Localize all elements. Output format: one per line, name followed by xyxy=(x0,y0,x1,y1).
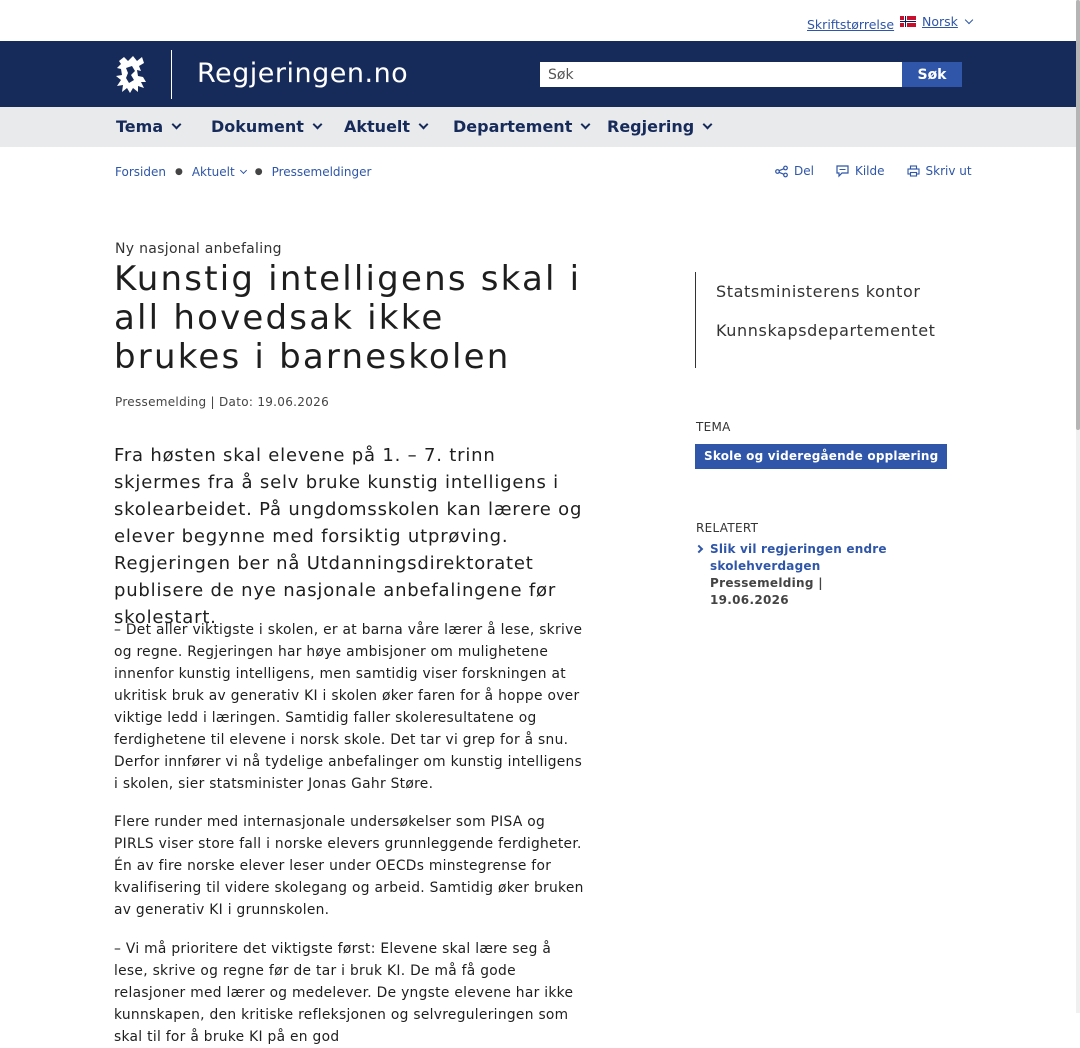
source-label: Kilde xyxy=(854,164,885,178)
nav-item-label: Aktuelt xyxy=(344,117,411,136)
chevron-down-icon xyxy=(703,119,713,129)
breadcrumb-aktuelt[interactable] xyxy=(192,165,246,179)
chevron-down-icon xyxy=(419,119,429,129)
scrollbar-thumb[interactable] xyxy=(1076,0,1080,430)
scrollbar[interactable] xyxy=(1076,0,1080,1013)
chevron-down-icon xyxy=(581,119,591,129)
nav-item-label: Departement xyxy=(453,117,573,136)
breadcrumb-forsiden[interactable]: Forsiden xyxy=(115,165,166,179)
nav-item-aktuelt[interactable] xyxy=(344,117,427,136)
utility-bar xyxy=(0,0,1076,41)
article-title: Kunstig intelligens skal i all hovedsak ikke brukes i barneskolen xyxy=(114,259,582,377)
language-selector[interactable] xyxy=(900,14,972,29)
site-header xyxy=(0,41,1076,107)
lion-crest-icon[interactable] xyxy=(113,55,149,95)
article-paragraph: – Vi må prioritere det viktigste først: Elevene skal lære seg å lese, skrive og regne før de tar i bruk KI. De må få gode relasjoner med lærer og medelever. De yngste elevene har ikke kunnskapen, den kritiske refleksjonen og selvreguleringen som skal til for å bruke KI på en god xyxy=(114,941,574,1045)
nav-item-regjering[interactable] xyxy=(607,117,711,136)
nav-item-tema[interactable] xyxy=(116,117,180,136)
breadcrumb-aktuelt-label: Aktuelt xyxy=(191,165,235,179)
owner-statsministerens-kontor[interactable]: Statsministerens kontor xyxy=(716,282,921,301)
print-button[interactable] xyxy=(907,164,972,178)
main-navigation xyxy=(0,107,1076,147)
site-name[interactable]: Regjeringen.no xyxy=(197,58,409,89)
related-link[interactable]: Slik vil regjeringen endre skolehverdagen xyxy=(710,542,887,573)
related-heading: RELATERT xyxy=(696,521,759,535)
related-meta: Pressemelding | 19.06.2026 xyxy=(710,576,823,607)
owner-kunnskapsdepartementet[interactable]: Kunnskapsdepartementet xyxy=(716,321,936,340)
breadcrumb-separator: ● xyxy=(174,167,183,177)
language-label: Norsk xyxy=(922,14,958,29)
chevron-down-icon xyxy=(965,15,973,23)
chevron-right-icon xyxy=(695,545,703,553)
source-button[interactable] xyxy=(836,164,885,178)
speech-bubble-icon xyxy=(836,165,849,177)
article-lead: Fra høsten skal elevene på 1. – 7. trinn skjermes fra å selv bruke kunstig intelligens i skolearbeidet. På ungdomsskolen kan lærere og elever begynne med forsiktig utprøving. Regjeringen ber nå Utdanningsdirektoratet publisere de nye nasjonale anbefalingene før skolestart. xyxy=(114,445,583,628)
share-icon xyxy=(775,166,788,177)
chevron-down-icon xyxy=(172,119,182,129)
share-button[interactable] xyxy=(775,164,814,178)
nav-item-label: Tema xyxy=(116,117,164,136)
article-paragraph: Flere runder med internasjonale undersøkelser som PISA og PIRLS viser store fall i norske elevers grunnleggende ferdigheter. Én av fire norske elever leser under OECDs minstegrense for kvalifisering til videre skolegang og arbeid. Samtidig øker bruken av generativ KI i grunnskolen. xyxy=(114,814,584,918)
article-owners xyxy=(695,272,936,368)
page-tools xyxy=(775,164,972,178)
nav-item-departement[interactable] xyxy=(453,117,589,136)
breadcrumb-separator: ● xyxy=(254,167,263,177)
search-button[interactable]: Søk xyxy=(902,62,962,87)
printer-icon xyxy=(907,165,920,177)
search-input[interactable] xyxy=(540,62,902,87)
tema-tag[interactable]: Skole og videregående opplæring xyxy=(695,444,947,469)
breadcrumb-pressemeldinger[interactable]: Pressemeldinger xyxy=(271,165,372,179)
chevron-down-icon xyxy=(312,119,322,129)
article-paragraph: – Det aller viktigste i skolen, er at barna våre lærer å lese, skrive og regne. Regjeringen har høye ambisjoner om mulighetene innenfor kunstig intelligens, men samtidig viser forskningen at ukritisk bruk av generativ KI i skolen øker faren for å hoppe over viktige ledd i læringen. Samtidig faller skoleresultatene og ferdighetene til elevene i norsk skole. Det tar vi grep for å snu. Derfor innfører vi nå tydelige anbefalinger om kunstig intelligens i skolen, sier statsminister Jonas Gahr Støre. xyxy=(114,622,583,792)
related-item[interactable] xyxy=(696,541,896,609)
nav-item-label: Regjering xyxy=(607,117,695,136)
logo-divider xyxy=(171,50,172,99)
share-label: Del xyxy=(794,164,814,178)
nav-item-label: Dokument xyxy=(211,117,304,136)
tema-heading: TEMA xyxy=(696,420,731,434)
article-meta: Pressemelding | Dato: 19.06.2026 xyxy=(115,395,330,409)
chevron-down-icon xyxy=(240,166,247,173)
breadcrumb xyxy=(115,165,371,179)
nav-item-dokument[interactable] xyxy=(211,117,321,136)
print-label: Skriv ut xyxy=(925,164,972,178)
font-size-link[interactable]: Skriftstørrelse xyxy=(807,17,895,32)
norway-flag-icon xyxy=(900,16,916,27)
article-kicker: Ny nasjonal anbefaling xyxy=(115,241,282,257)
